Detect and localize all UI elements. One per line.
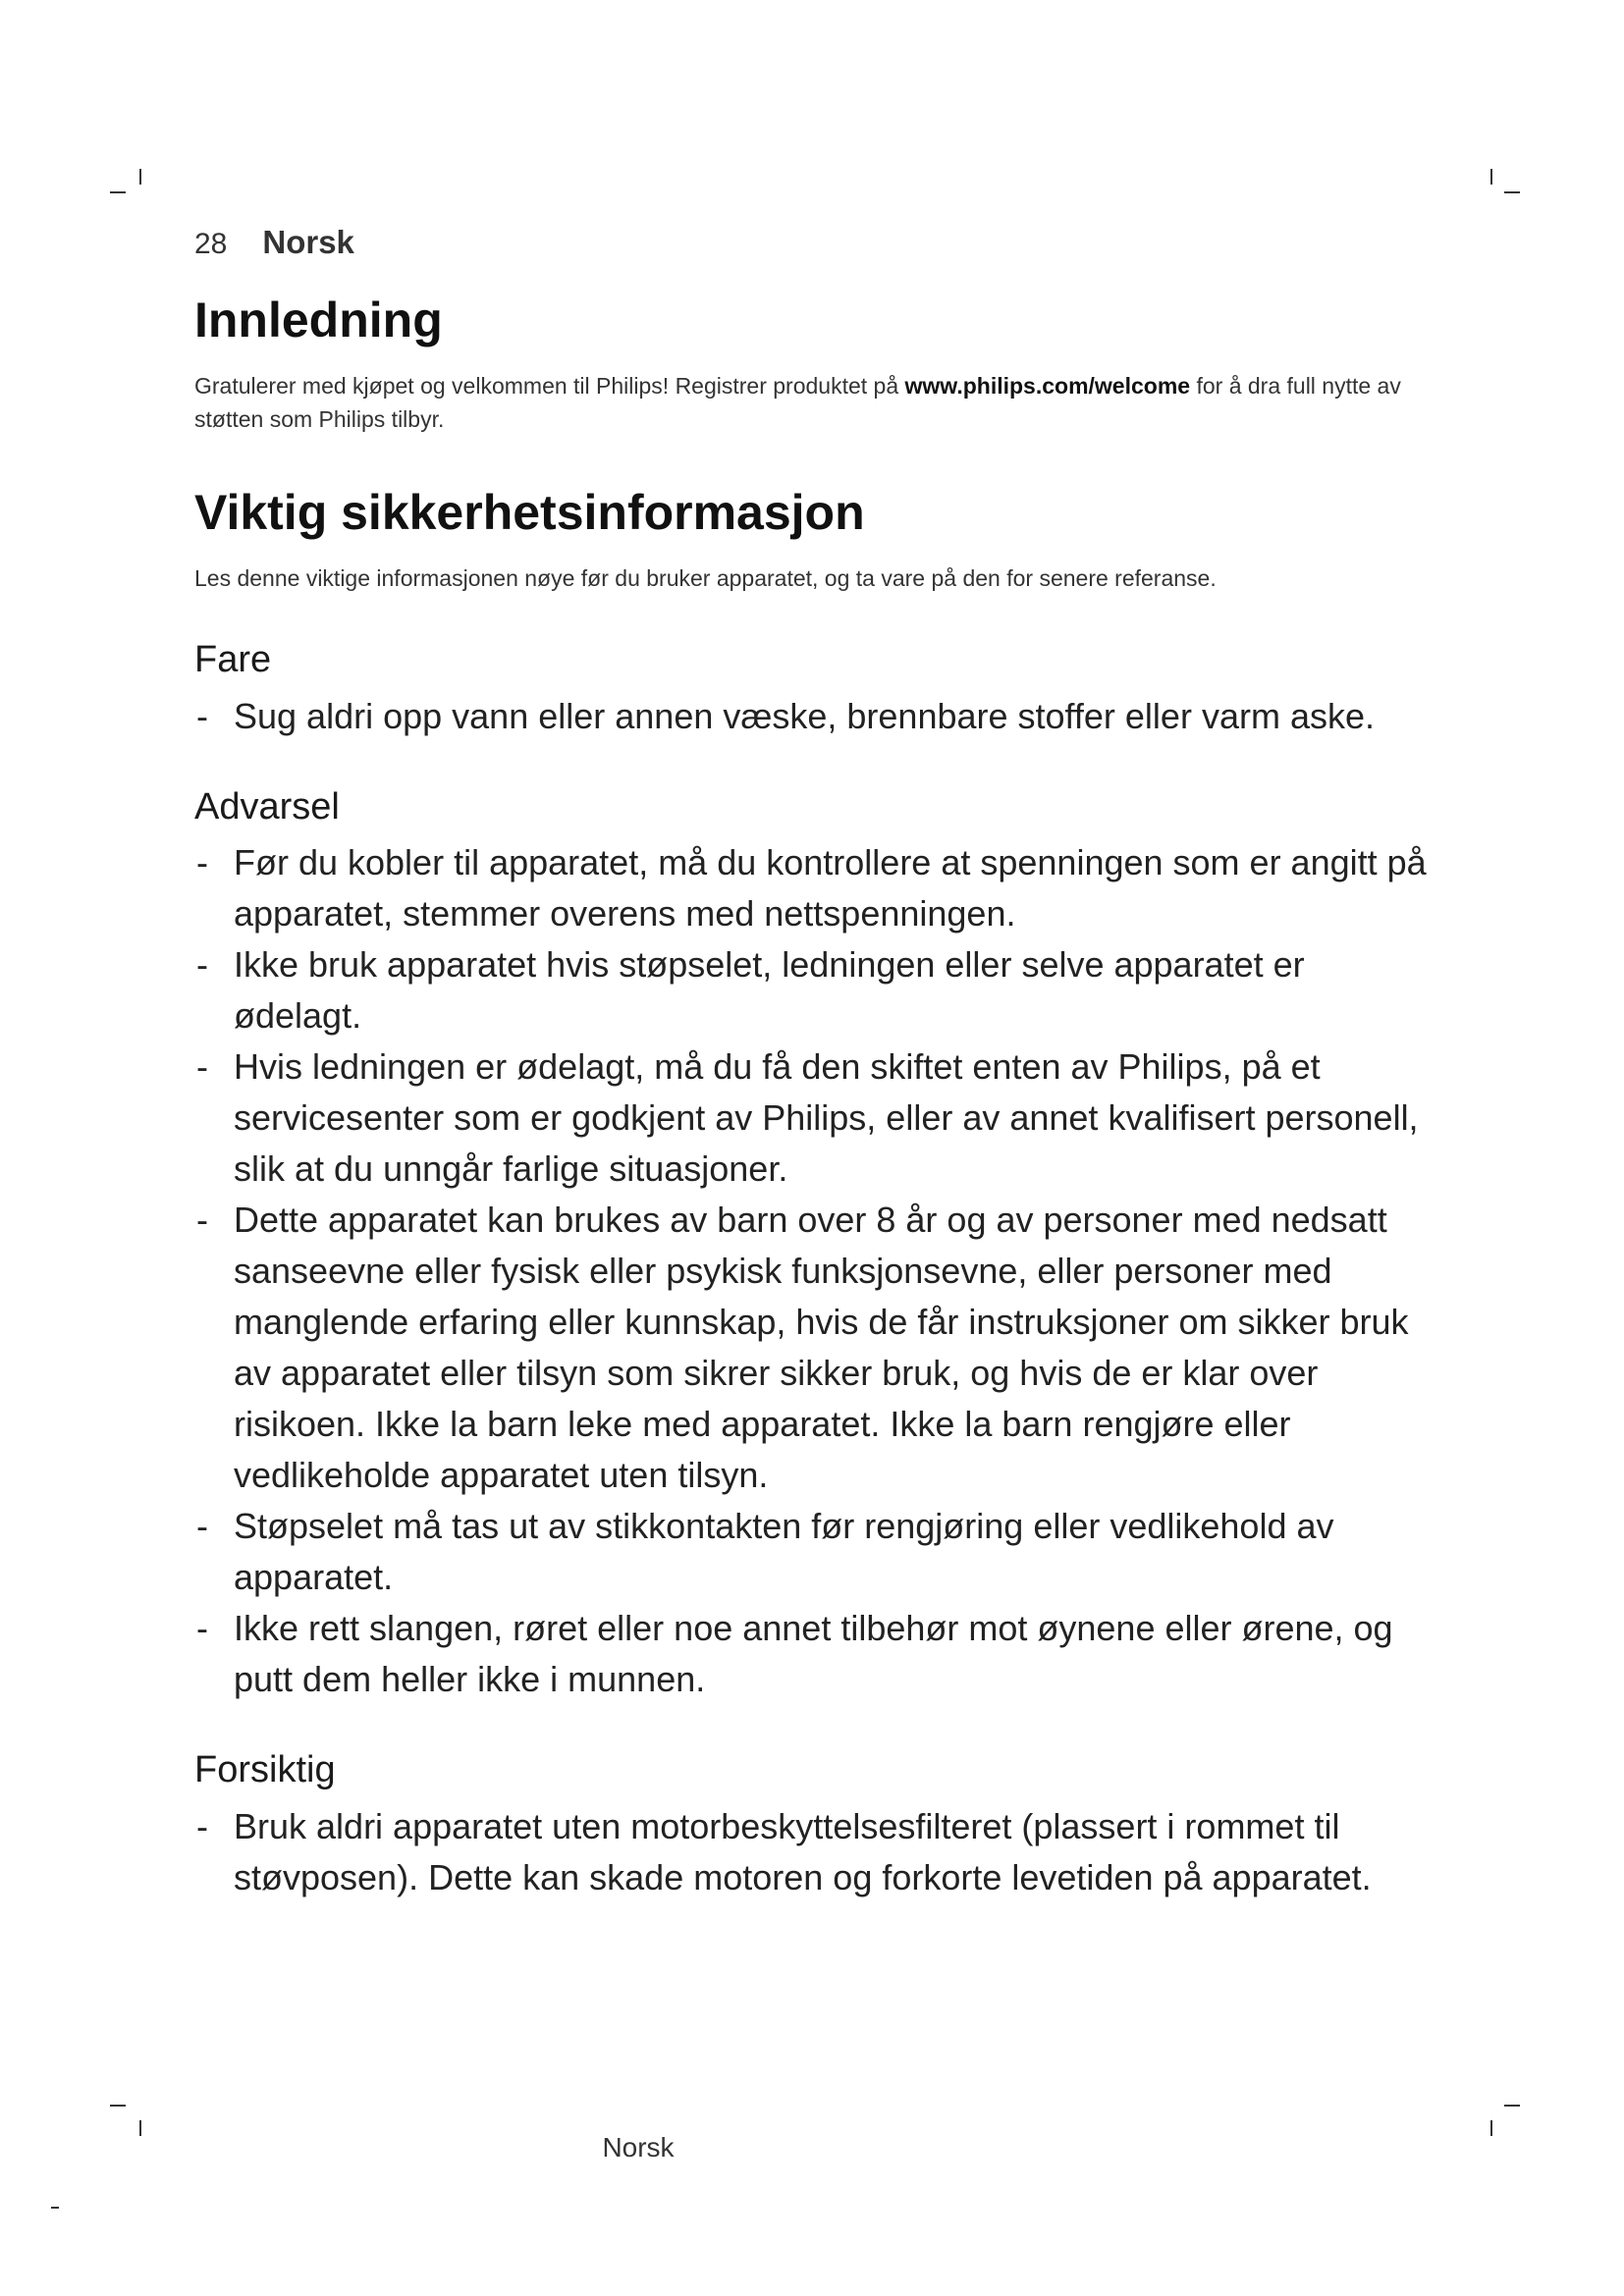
list-item-text: Støpselet må tas ut av stikkontakten før rengjøring eller vedlikehold av apparatet.	[234, 1506, 1334, 1598]
list-item	[194, 1501, 1441, 1603]
dash-bullet: -	[196, 1200, 208, 1241]
dash-bullet: -	[196, 1046, 208, 1088]
list-item-text: Sug aldri opp vann eller annen væske, brennbare stoffer eller varm aske.	[234, 695, 1375, 736]
list-item-text: Ikke rett slangen, røret eller noe annet tilbehør mot øynene eller ørene, og putt dem heller ikke i munnen.	[234, 1608, 1393, 1700]
intro-paragraph	[194, 369, 1441, 436]
crop-mark-top-right-v	[1490, 169, 1492, 185]
list-item	[194, 1041, 1441, 1195]
intro-text-before: Gratulerer med kjøpet og velkommen til Philips! Registrer produktet på	[194, 373, 905, 399]
safety-intro: Les denne viktige informasjonen nøye før du bruker apparatet, og ta vare på den for senere referanse.	[194, 565, 1217, 591]
section-heading: Advarsel	[194, 785, 340, 828]
dash-bullet: -	[196, 944, 208, 986]
dash-bullet: -	[196, 1805, 208, 1846]
advarsel-list	[194, 837, 1441, 1705]
dash-bullet: -	[196, 1506, 208, 1547]
list-item	[194, 837, 1441, 939]
list-item	[194, 1195, 1441, 1501]
intro-text-after: for å dra full nytte av støtten som Philips tilbyr.	[194, 373, 1401, 432]
dash-bullet: -	[196, 695, 208, 736]
crop-mark-top-right-h	[1504, 191, 1520, 193]
list-item-text: Ikke bruk apparatet hvis støpselet, ledningen eller selve apparatet er ødelagt.	[234, 944, 1305, 1037]
intro-title: Innledning	[194, 293, 443, 347]
crop-mark-top-left-v	[139, 169, 141, 185]
dash-bullet: -	[196, 842, 208, 883]
header-language: Norsk	[262, 224, 354, 260]
welcome-url: www.philips.com/welcome	[904, 373, 1191, 399]
section-advarsel	[194, 785, 1441, 1706]
list-item	[194, 939, 1441, 1041]
crop-mark-bottom-right-h	[1504, 2105, 1520, 2107]
crop-mark-bottom-left-tick	[51, 2207, 59, 2209]
crop-mark-bottom-right-v	[1490, 2120, 1492, 2136]
dash-bullet: -	[196, 1608, 208, 1649]
section-forsiktig	[194, 1748, 1441, 1903]
list-item	[194, 1603, 1441, 1705]
safety-title: Viktig sikkerhetsinformasjon	[194, 485, 865, 540]
list-item-text: Hvis ledningen er ødelagt, må du få den skiftet enten av Philips, på et servicesenter som er godkjent av Philips, eller av annet kvalifisert personell, slik at du unngår farlige situasjoner.	[234, 1046, 1419, 1190]
section-heading: Fare	[194, 639, 272, 680]
crop-mark-bottom-left-h	[110, 2105, 126, 2107]
page-footer: Norsk	[602, 2132, 675, 2163]
crop-mark-top-left-h	[110, 191, 126, 193]
list-item-text: Bruk aldri apparatet uten motorbeskyttelsesfilteret (plassert i rommet til støvposen). Dette kan skade motoren og forkorte levetiden på apparatet.	[234, 1805, 1372, 1897]
section-heading: Forsiktig	[194, 1749, 336, 1791]
list-item	[194, 691, 1441, 742]
list-item-text: Dette apparatet kan brukes av barn over 8 år og av personer med nedsatt sanseevne eller fysisk eller psykisk funksjonsevne, eller personer med manglende erfaring eller kunnskap, hvis de får instruksjoner om sikker bruk av apparatet eller tilsyn som sikrer sikker bruk, og hvis de er klar over risikoen. Ikke la barn leke med apparatet. Ikke la barn rengjøre eller vedlikeholde apparatet uten tilsyn.	[234, 1200, 1409, 1496]
page-content	[194, 287, 1441, 1903]
list-item-text: Før du kobler til apparatet, må du kontrollere at spenningen som er angitt på apparatet, stemmer overens med nettspenningen.	[234, 842, 1427, 934]
list-item	[194, 1801, 1441, 1903]
page-header	[194, 224, 354, 261]
section-fare	[194, 638, 1441, 742]
fare-list	[194, 691, 1441, 742]
forsiktig-list	[194, 1801, 1441, 1903]
page-number: 28	[194, 228, 228, 260]
